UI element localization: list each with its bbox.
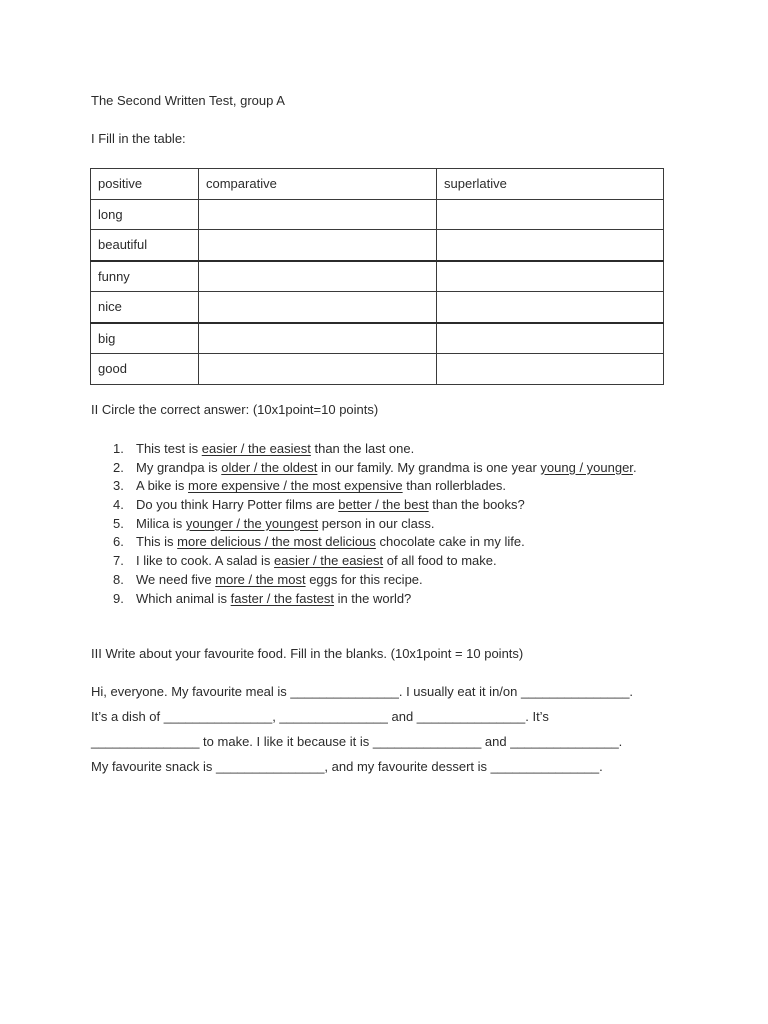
item-number: 8.	[113, 571, 124, 587]
list-item	[0, 496, 768, 515]
item-number: 6.	[113, 534, 124, 550]
list-item	[0, 440, 768, 459]
comparative-blank[interactable]	[199, 261, 437, 292]
text-after: chocolate cake in my life.	[375, 534, 525, 550]
answer-choice[interactable]: faster / the fastest	[230, 590, 334, 606]
superlative-blank[interactable]	[437, 292, 664, 323]
item-text	[136, 590, 411, 609]
text-after: in our family. My grandma is one year	[317, 459, 541, 475]
superlative-blank[interactable]	[437, 261, 664, 292]
text-after: eggs for this recipe.	[305, 571, 423, 587]
row-positive: big	[91, 323, 199, 354]
row-positive: funny	[91, 261, 199, 292]
text-before: My grandpa is	[136, 459, 222, 475]
row-positive: long	[91, 199, 199, 230]
header-positive: positive	[91, 169, 199, 200]
section-2-heading: II Circle the correct answer: (10x1point=10 points)	[91, 402, 379, 417]
item-number: 3.	[113, 478, 124, 494]
item-text	[136, 440, 414, 459]
text-before: A bike is	[136, 478, 189, 494]
text-after: than the books?	[428, 497, 525, 513]
comparative-blank[interactable]	[199, 199, 437, 230]
item-number: 9.	[113, 590, 124, 606]
table-row	[91, 230, 664, 261]
item-number: 4.	[113, 497, 124, 513]
item-number: 1.	[113, 441, 124, 456]
text-before: Which animal is	[136, 590, 231, 606]
superlative-blank[interactable]	[437, 199, 664, 230]
answer-choice[interactable]: better / the best	[338, 497, 429, 513]
answer-choice-2[interactable]: young / younger	[540, 459, 633, 475]
row-positive: beautiful	[91, 230, 199, 261]
text-after: than the last one.	[310, 441, 415, 456]
item-number: 2.	[113, 459, 124, 475]
answer-choice[interactable]: younger / the youngest	[185, 515, 319, 531]
section-1-heading: I Fill in the table:	[91, 131, 186, 146]
answer-choice[interactable]: more delicious / the most delicious	[177, 534, 376, 550]
text-after-2: .	[632, 459, 637, 475]
list-item	[0, 552, 768, 571]
answer-list	[0, 440, 768, 608]
text-after: than rollerblades.	[402, 478, 506, 494]
answer-choice[interactable]: more / the most	[215, 571, 306, 587]
text-before: I like to cook. A salad is	[136, 553, 275, 569]
superlative-blank[interactable]	[437, 354, 664, 385]
comparative-blank[interactable]	[199, 323, 437, 354]
answer-choice[interactable]: easier / the easiest	[274, 553, 384, 569]
superlative-blank[interactable]	[437, 230, 664, 261]
table-row	[91, 199, 664, 230]
answer-choice[interactable]: easier / the easiest	[201, 441, 311, 456]
item-text	[136, 571, 423, 590]
section-3-heading: III Write about your favourite food. Fill in the blanks. (10x1point = 10 points)	[91, 646, 524, 661]
text-before: This test is	[136, 441, 202, 456]
paragraph-line[interactable]: Hi, everyone. My favourite meal is _______________. I usually eat it in/on _______________.	[91, 684, 634, 699]
paragraph-line[interactable]: My favourite snack is _______________, and my favourite dessert is _______________.	[91, 759, 603, 774]
item-number: 7.	[113, 553, 124, 569]
answer-choice[interactable]: older / the oldest	[221, 459, 318, 475]
table-header-row	[91, 169, 664, 200]
item-text	[136, 477, 506, 496]
paragraph-line[interactable]: It’s a dish of _______________, _______________ and _______________. It’s	[91, 709, 549, 724]
table-row	[91, 292, 664, 323]
list-item	[0, 533, 768, 552]
table-row	[91, 323, 664, 354]
paragraph-line[interactable]: _______________ to make. I like it because it is _______________ and _______________.	[91, 734, 623, 749]
row-positive: nice	[91, 292, 199, 323]
table-row	[91, 261, 664, 292]
text-before: Milica is	[136, 515, 186, 531]
list-item	[0, 459, 768, 478]
text-after: in the world?	[333, 590, 412, 606]
fill-in-paragraph	[91, 683, 691, 783]
text-before: Do you think Harry Potter films are	[136, 497, 339, 513]
superlative-blank[interactable]	[437, 323, 664, 354]
comparative-blank[interactable]	[199, 292, 437, 323]
item-text	[136, 459, 637, 478]
row-positive: good	[91, 354, 199, 385]
answer-choice[interactable]: more expensive / the most expensive	[188, 478, 403, 494]
table-row	[91, 354, 664, 385]
text-before: We need five	[136, 571, 216, 587]
comparative-blank[interactable]	[199, 230, 437, 261]
header-comparative: comparative	[199, 169, 437, 200]
item-number: 5.	[113, 515, 124, 531]
list-item	[0, 571, 768, 590]
item-text	[136, 496, 525, 515]
comparative-blank[interactable]	[199, 354, 437, 385]
item-text	[136, 515, 434, 534]
text-before: This is	[136, 534, 178, 550]
degrees-table	[90, 168, 664, 385]
item-text	[136, 552, 497, 571]
text-after: of all food to make.	[383, 553, 497, 569]
list-item	[0, 477, 768, 496]
test-title: The Second Written Test, group A	[91, 93, 285, 108]
list-item	[0, 590, 768, 609]
item-text	[136, 533, 525, 552]
list-item	[0, 515, 768, 534]
header-superlative: superlative	[437, 169, 664, 200]
text-after: person in our class.	[318, 515, 435, 531]
